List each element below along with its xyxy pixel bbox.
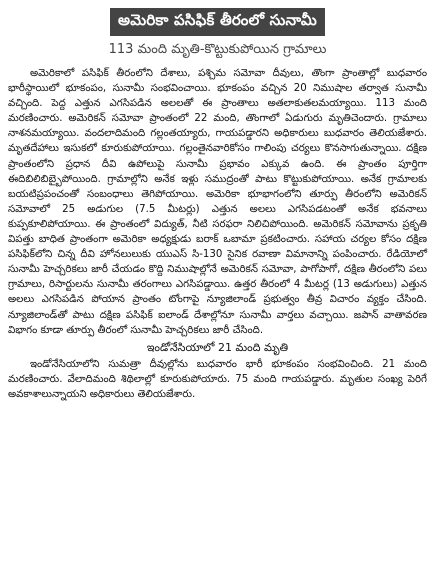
article-body	[8, 66, 427, 402]
headline-container	[8, 8, 427, 36]
subheadline: 113 మంది మృతి-కొట్టుకుపోయిన గ్రామాలు	[108, 42, 327, 57]
section-heading: ఇండోనేసియాలో 21 మంది మృతి	[146, 340, 289, 354]
section-paragraph: ఇండోనేసియాలోని సుమత్రా దీవుల్లోను బుధవారం భారీ భూకంపం సంభవించింది. 21 మంది మరణించారు. వేలాదిమంది శిథిలాల్లో కూరుకుపోయారు. 75 మంది గాయపడ్డారు. మృతుల సంఖ్య పెరిగే అవకాశాలున్నాయని అధికారులు తెలియజేశారు.	[8, 358, 427, 401]
article-paragraph: అమెరికాలో పసిఫిక్ తీరంలోని దేశాలు, పశ్చిమ సమోవా దీవులు, తొంగా ప్రాంతాల్లో బుధవారం భారీస్థాయిలో భూకంపం, సునామీ సంభవించాయి. భూకంపం వచ్చిన 20 నిముషాల తర్వాత సునామీ వచ్చింది. పెద్ద ఎత్తున ఎగసిపడిన అలలతో ఈ ప్రాంతాలు అతలాకుతలమయ్యాయి. 113 మంది మరణించారు. అమెరికన్ సమోవా ప్రాంతంలో 22 మంది, తొంగాలో ఏడుగురు మృతిచెందారు. గ్రామాలు నాశనమయ్యాయి. వందలాదిమంది గల్లంతయ్యారు, గాయపడ్డారని అధికారులు బుధవారం తెలియజేశారు. మృతదేహాలు ఇసుకలో కూరుకుపోయాయి. గల్లంతైనవారికోసం గాలింపు చర్యలు కొనసాగుతున్నాయి. దక్షిణ ప్రాంతంలోని ప్రధాన దీవి ఉపోలుపై సునామీ ప్రభావం ఎక్కువ ఉంది. ఈ ప్రాంతం పూర్తిగా ఈదిబిలిబిబ్బైపోయింది. గ్రామాల్లోని అనేక ఇళ్లు సముద్రంతో పాటు కొట్టుకుపోయాయి. అనేక గ్రామాలకు బయటిప్రపంచంతో సంబంధాలు తెగిపోయాయి. అమెరికా భూభాగంలోని తూర్పు తీరంలోని అమెరికన్ సమోవాలో 25 అడుగుల (7.5 మీటర్లు) ఎత్తున అలలు ఎగసిపడటంతో అనేక భవనాలు కుప్పకూలిపోయాయి. ఈ ప్రాంతంలో విద్యుత్, నీటి సరఫరా నిలిచిపోయింది. అమెరికన్ సమోవాను ప్రకృతి విపత్తు బాధిత ప్రాంతంగా అమెరికా అధ్యక్షుడు బరాక్ ఒబామా ప్రకటించారు. సహాయ చర్యల కోసం దక్షిణ పసిఫిక్‌లోని చిన్న దీవి హోనలులుకు యుఎస్ సి-130 సైనిక రవాణా విమానాన్ని పంపించారు. రేడియోలో సునామీ హెచ్చరికలు జారీ చేయడం కొద్ది నిముషాల్లోనే అమెరికన్ సమోవా, పాగోపాగో, దక్షిణ తీరంలోని పలు గ్రామాలు, రిసార్టులను సునామీ తరంగాలు ఎగసిపడ్డాయి. ఉత్తర తీరంలో 4 మీటర్ల (13 అడుగులు) ఎత్తున అలలు ఎగసిపడిన పోయాన ప్రాంతం టోంగాపై న్యూజిలాండ్ ప్రభుత్వం తీవ్ర విచారం వ్యక్తం చేసింది. న్యూజిలాండ్‌తో పాటు దక్షిణ పసిఫిక్ ఐలాండ్ దేశాల్లోనూ సునామీ వార్తలు వచ్చాయి. జపాన్ వాతావరణ విభాగం కూడా తూర్పు తీరంలో సునామీ హెచ్చరికలు జారీ చేసింది.	[8, 68, 427, 336]
headline: అమెరికా పసిఫిక్ తీరంలో సునామీ	[110, 8, 325, 36]
